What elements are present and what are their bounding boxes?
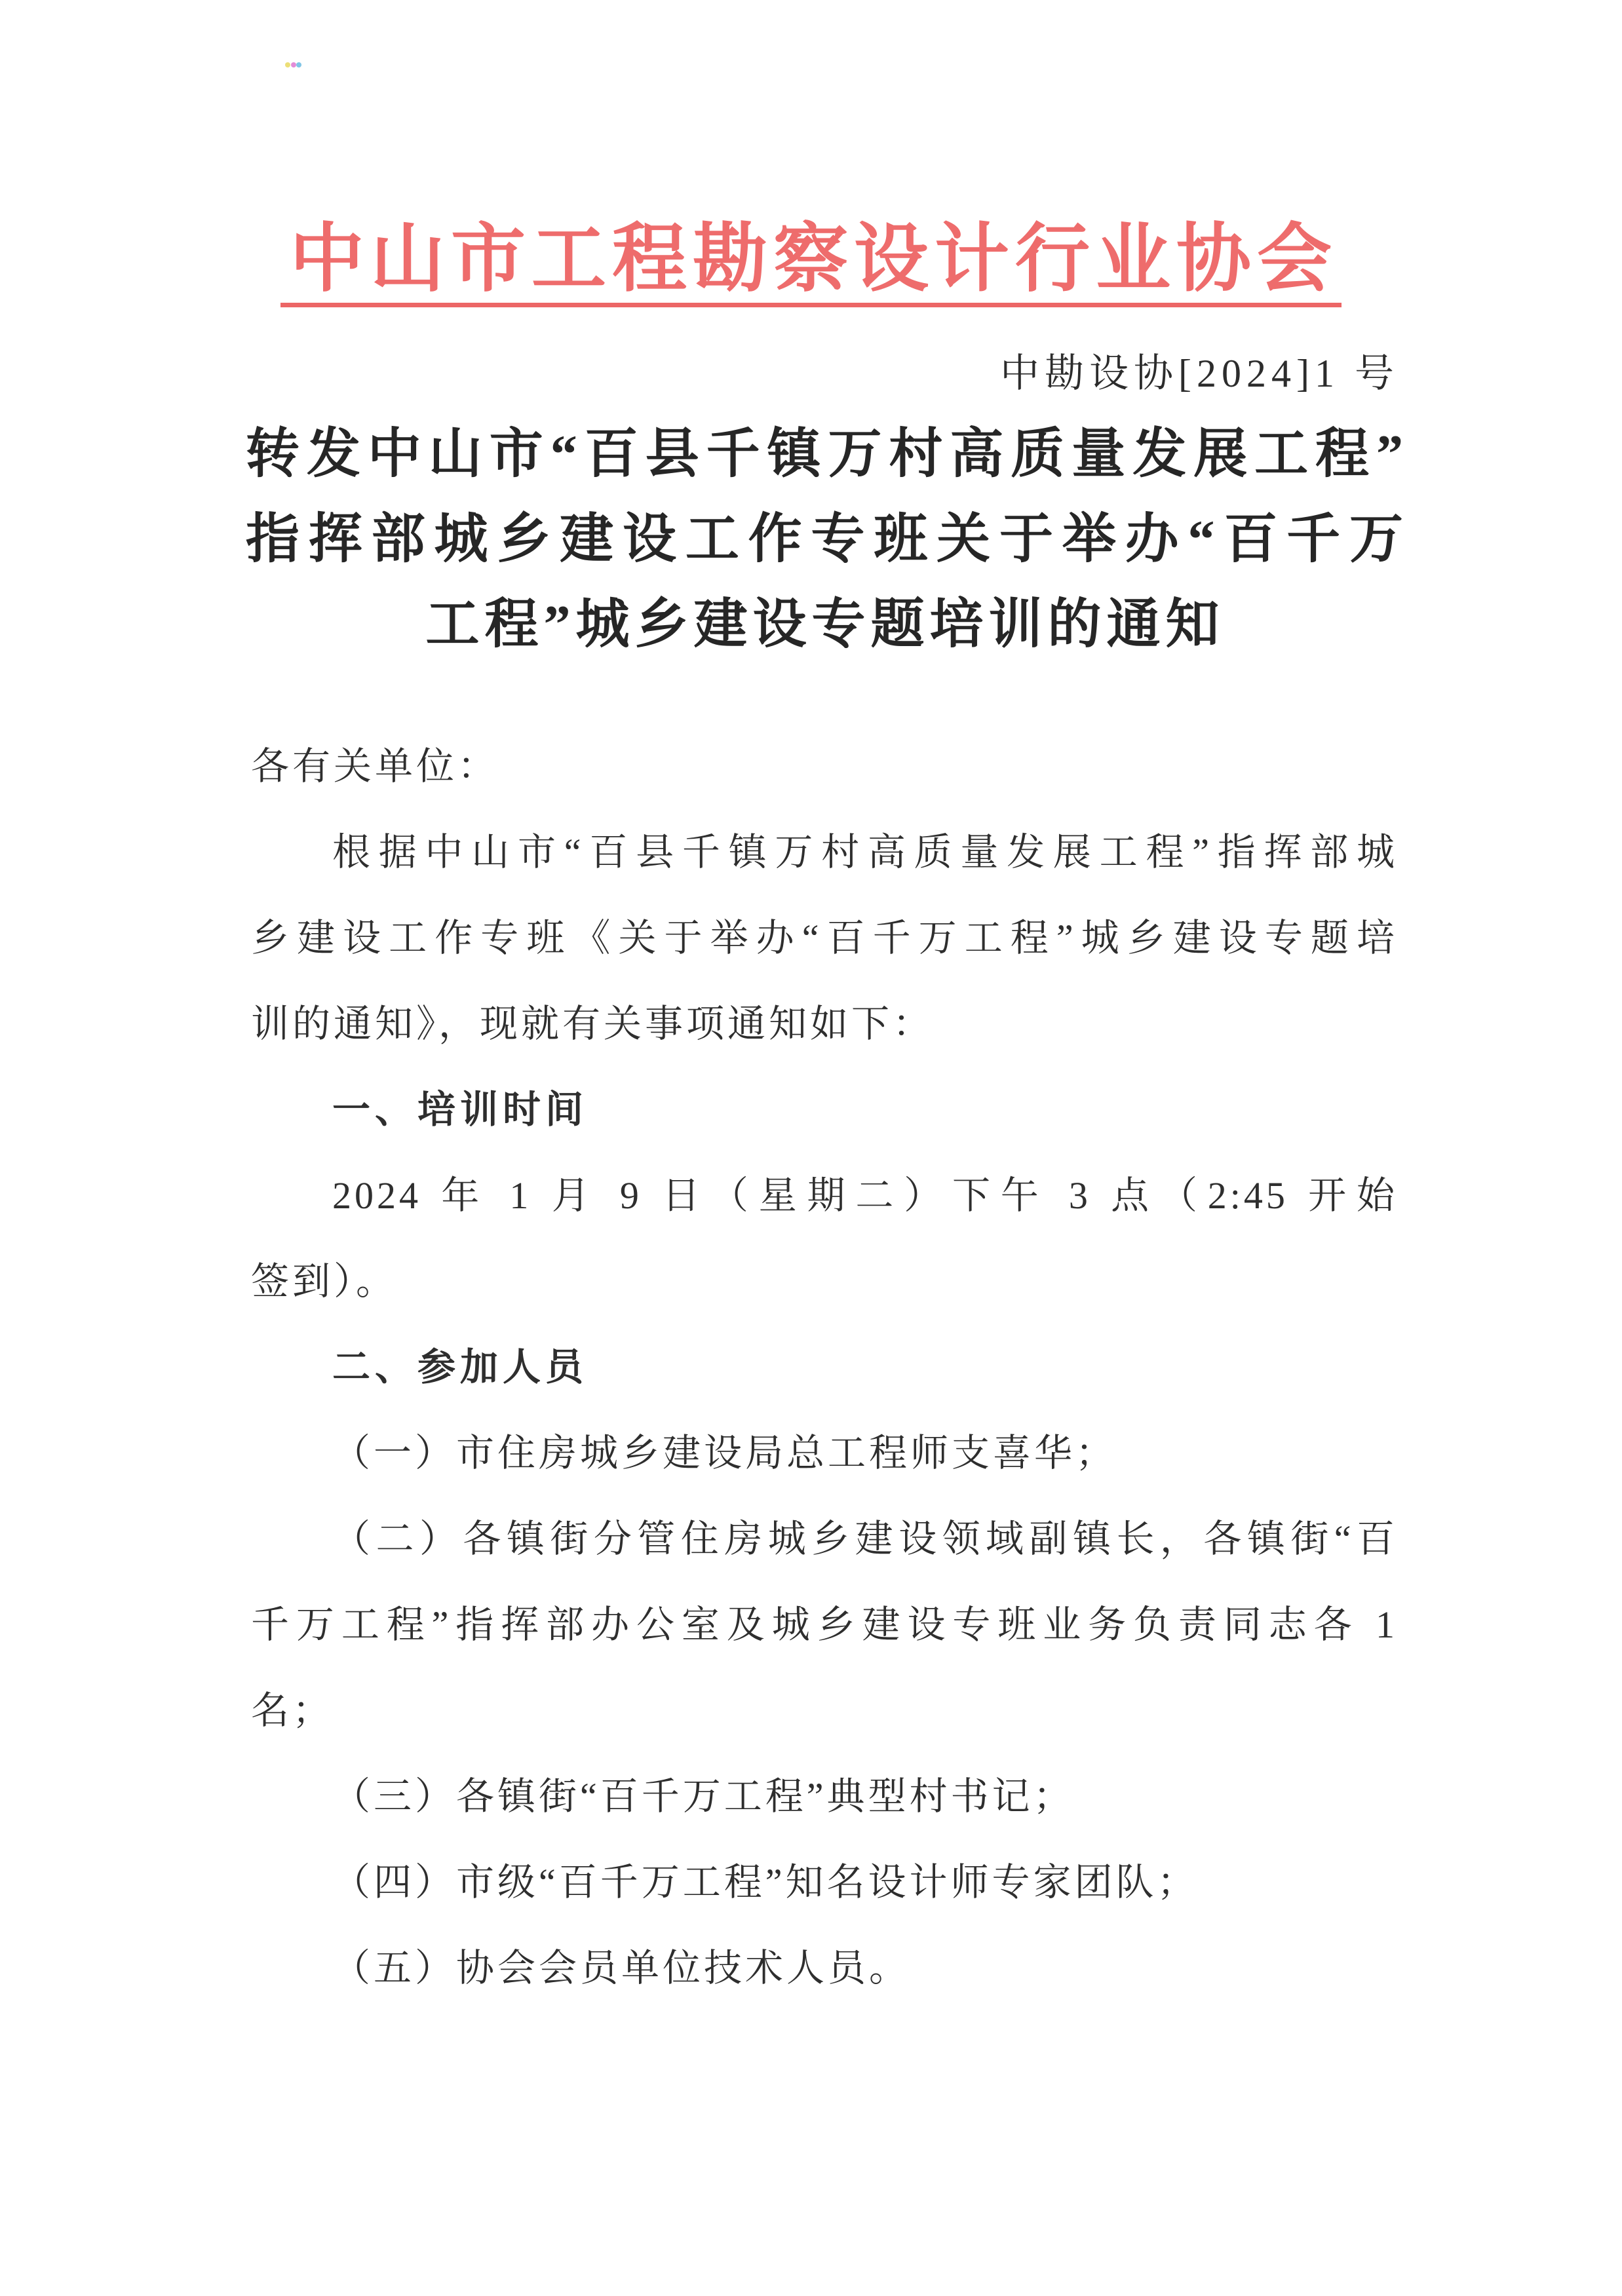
doc-title-line-3: 工程”城乡建设专题培训的通知 xyxy=(425,594,1225,654)
doc-title xyxy=(246,411,1404,667)
body-line: 训的通知》，现就有关事项通知如下： xyxy=(251,1003,935,1045)
artifact-dot-yellow xyxy=(285,62,290,67)
body-line: 根据中山市“百县千镇万村高质量发展工程”指挥部城 xyxy=(332,831,1398,873)
scan-artifact-dots xyxy=(285,62,305,69)
doc-title-line-2: 指挥部城乡建设工作专班关于举办“百千万 xyxy=(246,509,1404,569)
body-line: （一）市住房城乡建设局总工程师支喜华； xyxy=(332,1432,1117,1474)
body-text xyxy=(251,723,1398,2011)
body-line: 各有关单位： xyxy=(251,745,499,788)
artifact-dot-magenta xyxy=(291,62,296,67)
body-line: 签到）。 xyxy=(251,1260,398,1303)
letterhead xyxy=(0,220,1622,307)
body-line: 名； xyxy=(251,1689,334,1732)
body-line: （三）各镇街“百千万工程”典型村书记； xyxy=(332,1775,1075,1818)
doc-title-line-1: 转发中山市“百县千镇万村高质量发展工程” xyxy=(246,424,1404,484)
body-line: （四）市级“百千万工程”知名设计师专家团队； xyxy=(332,1861,1199,1904)
section-heading: 二、参加人员 xyxy=(332,1346,589,1388)
body-line: （五）协会会员单位技术人员。 xyxy=(332,1947,911,1989)
org-name-title: 中山市工程勘察设计行业协会 xyxy=(280,220,1342,307)
section-heading: 一、培训时间 xyxy=(332,1088,589,1131)
artifact-dot-cyan xyxy=(296,62,301,67)
body-line: 乡建设工作专班《关于举办“百千万工程”城乡建设专题培 xyxy=(251,917,1398,959)
body-line: （二）各镇街分管住房城乡建设领域副镇长，各镇街“百 xyxy=(332,1518,1398,1560)
body-line: 千万工程”指挥部办公室及城乡建设专班业务负责同志各 1 xyxy=(251,1603,1398,1646)
body-line: 2024 年 1 月 9 日（星期二）下午 3 点（2:45 开始 xyxy=(332,1174,1398,1217)
doc-reference-number: 中勘设协[2024]1 号 xyxy=(1000,352,1399,395)
